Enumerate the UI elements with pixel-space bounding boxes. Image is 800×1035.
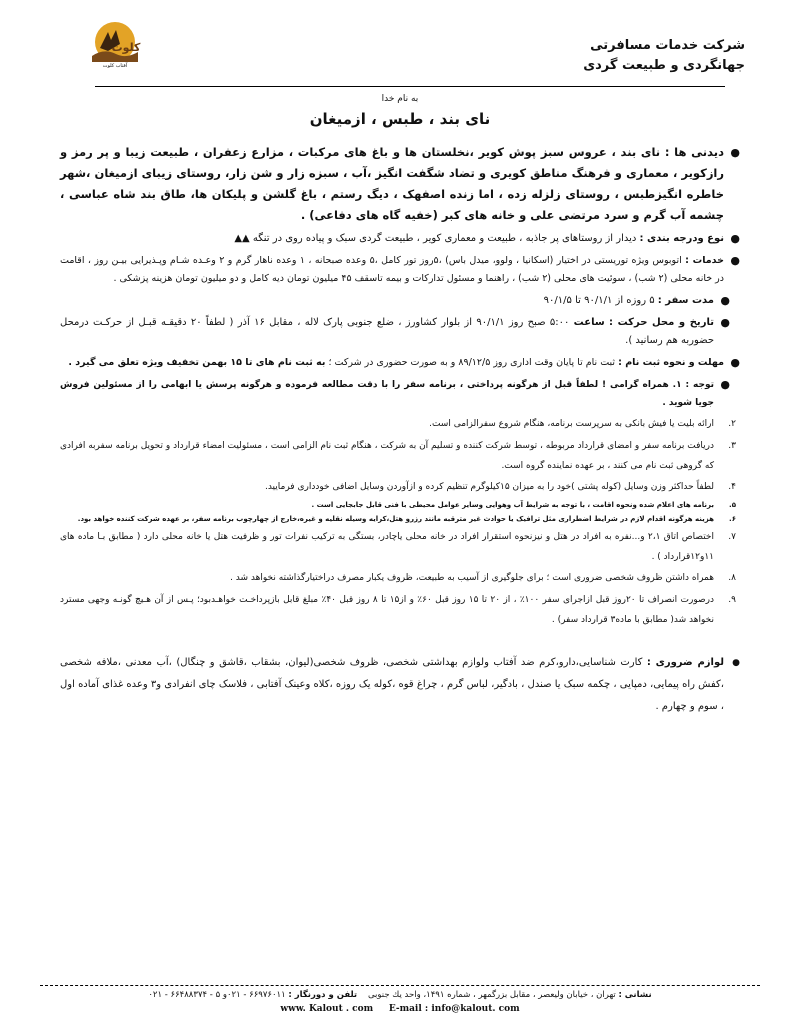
- note-5: [60, 499, 740, 511]
- footer-contact: [0, 990, 800, 1000]
- bullet-icon: ●: [730, 254, 740, 267]
- logo-caption: آفتاب کلوت: [102, 63, 128, 69]
- page-title: نای بند ، طبس ، ازمیغان: [309, 110, 491, 128]
- services-section: [60, 252, 740, 288]
- duration-section: [60, 292, 740, 310]
- bullet-icon: ●: [720, 294, 730, 307]
- note-text: دریافت برنامه سفر و امضای قرارداد مربوطه ، توسط شرکت کننده و تسلیم آن به شرکت ، هنگام ثبت نام الزامی است ، مسئولیت امضاء قرارداد و تحویل برنامه سفربه افرادی که گروهی ثبت نام می کنند ، بر عهده نماینده گروه است.: [60, 441, 714, 471]
- note-3: [60, 436, 740, 476]
- essentials-label: لوازم ضروری :: [646, 657, 724, 668]
- note-number: ۵.: [729, 501, 736, 509]
- note-number: ۲.: [728, 419, 736, 429]
- note-number: ۳.: [728, 441, 736, 451]
- tour-content: [60, 142, 740, 728]
- registration-text: ثبت نام تا پایان وقت اداری روز ۸۹/۱۲/۵ و به صورت حضوری در شرکت ؛: [328, 357, 616, 368]
- logo-text: کلوت: [111, 41, 141, 54]
- note-number: ۴.: [728, 482, 736, 492]
- company-line-2: جهانگردی و طبیعت گردی: [583, 58, 745, 73]
- phone-label: تلفن و دورنگار :: [288, 990, 358, 1000]
- note-text: درصورت انصراف تا ۲۰روز قبل ازاجرای سفر ۱۰۰٪ ، از ۲۰ تا ۱۵ روز قبل ۶۰٪ و از۱۵ تا ۸ روز قبل ۴۰٪ مبلغ قابل بازپرداخـت خواهـدبود؛ پـس از آن هـیچ گونـه وجهی مسترد نخواهد شد( مطابق با ماده۳ قرارداد سفر) .: [60, 595, 714, 625]
- footer-divider: [40, 985, 760, 986]
- bullet-icon: ●: [720, 316, 730, 329]
- header-divider: [95, 86, 725, 87]
- registration-discount: به ثبت نام های تا ۱۵ بهمن تخفیف ویژه تعلق می گیرد .: [68, 357, 326, 368]
- company-line-1: شرکت خدمات مسافرتی: [590, 38, 745, 53]
- note-number: ۹.: [728, 595, 736, 605]
- bullet-icon: ●: [720, 378, 730, 391]
- bullet-icon: ●: [732, 658, 740, 668]
- note-9: [60, 590, 740, 630]
- note-1: [60, 376, 740, 412]
- duration-text: ۵ روزه از ۹۰/۱/۱ تا ۹۰/۱/۵: [543, 295, 655, 306]
- sights-section: [60, 142, 740, 226]
- note-text: لطفاً حداکثر وزن وسایل (کوله پشتی )خود را به میزان ۱۵کیلوگرم تنظیم کرده و ازآوردن وسایل اضافی خودداری فرمایید.: [264, 482, 714, 492]
- tour-type-label: نوع ودرجه بندی :: [639, 233, 724, 244]
- departure-section: [60, 314, 740, 350]
- note-text: اختصاص اتاق ۲،۱ و...نفره به افراد در هتل و نیزنحوه استقرار افراد در خانه محلی یاچادر، بستگی به ترکیب نفرات تور و ظرفیت هتل یا خانه محلی دارد ( مطابق بـا ماده های ۱۱و۱۲قرارداد ) .: [60, 532, 714, 562]
- note-number: ۸.: [728, 573, 736, 583]
- bullet-icon: ●: [730, 146, 740, 159]
- sights-label: دیدنی ها :: [664, 145, 724, 159]
- basmala: به نام خدا: [381, 94, 419, 104]
- note-8: [60, 570, 740, 587]
- note-6: [60, 513, 740, 525]
- website-link[interactable]: www. Kalout . com: [280, 1004, 374, 1014]
- tour-type-section: [60, 230, 740, 248]
- note-text: هزینه هرگونه اقدام لازم در شرایط اضطراری مثل ترافیک یا حوادث غیر مترقبه مانند رزرو هتل،کرایه وسیله نقلیه و غیره،خارج از چهارچوب برنامه سفر، بر عهده شرکت کننده خواهد بود.: [77, 515, 714, 523]
- note-7: [60, 527, 740, 567]
- essentials-section: [60, 652, 740, 718]
- departure-label: تاریخ و محل حرکت :: [608, 317, 714, 328]
- notes-label: توجه :: [685, 380, 715, 390]
- bullet-icon: ●: [730, 356, 740, 369]
- departure-text: ۵:۰۰ صبح روز ۹۰/۱/۱ از بلوار کشاورز ، ضلع جنوبی پارک لاله ، مقابل ۱۶ آذر ( لطفاً ۲۰ دقیقـه قبـل از حرکـت درمحل حضوربه هم رسانید ).: [60, 317, 714, 346]
- services-text: اتوبوس ویژه توریستی در اختیار (اسکانیا ، ولوو، میدل باس) ،۵روز تور کامل ،۵ وعده صبحانه ، ۱ وعده ناهار گرم و ۲ وعـده شـام وپـذیرایی بیـن روز ، اقامت در خانه محلی (۲ شب) ، سوئیت های محلی (۲ شب) ، راهنما و مسئول تدارکات و بیمه تاسقف ۴۵ میلیون تومان دیه کامل و دو میلیون تومان هزینه پزشکی .: [60, 255, 724, 284]
- bullet-icon: ●: [730, 232, 740, 245]
- registration-section: [60, 354, 740, 372]
- note-text: برنامه های اعلام شده ونحوه اقامت ، با توجه به شرایط آب وهوایی وسایر عوامل محیطی با فنی قابل جابجایی است .: [311, 501, 714, 509]
- address-text: تهران ، خیابان ولیعصر ، مقابل بزرگمهر ، شماره ۱۴۹۱، واحد یك جنوبی: [367, 990, 616, 1000]
- note-text: ۱. همراه گرامی ! لطفاً قبل از هرگونه پرداختی ، برنامه سفر را با دقت مطالعه فرموده و هرگونه پرسش یا ابهامی را از مسئولین فروش جویا شوید .: [60, 380, 714, 408]
- footer-web: [0, 1004, 800, 1014]
- email-link[interactable]: E-mail : info@kalout. com: [388, 1004, 520, 1014]
- tour-type-text: دیدار از روستاهای پر جاذبه ، طبیعت و معماری کویر ، طبیعت گردی سبک و پیاده روی در تنگه ▲▲: [234, 233, 637, 244]
- phone-text: ۶۶۹۷۶۰۱۱ - ۰۲۱و ۵ - ۶۶۴۸۸۳۷۴ - ۰۲۱: [148, 990, 286, 1000]
- duration-label: مدت سفر :: [657, 295, 714, 306]
- registration-label: مهلت و نحوه ثبت نام :: [618, 357, 724, 368]
- note-number: ۷.: [728, 532, 736, 542]
- essentials-text: کارت شناسایی،دارو،کرم ضد آفتاب ولوازم بهداشتی شخصی، ظروف شخصی(لیوان، بشقاب ،قاشق و چنگال) ،آب معدنی ،ملافه شخصی ،کفش راه پیمایی، دمپایی ، چکمه سبک یا صندل ، بادگیر، لباس گرم ، چراغ قوه ،کوله یک روزه ،کلاه وعینک آفتابی ، فلاسک چای انفرادی و۳ وعده غذای آماده اول ، سوم و چهارم .: [60, 657, 724, 712]
- company-name: [583, 36, 745, 76]
- services-label: خدمات :: [685, 255, 724, 266]
- address-label: نشانی :: [618, 990, 652, 1000]
- note-4: [60, 479, 740, 496]
- note-text: همراه داشتن ظروف شخصی ضروری است ؛ برای جلوگیری از آسیب به طبیعت، ظروف یکبار مصرف دراختیارگذاشته نخواهد شد .: [230, 573, 714, 583]
- note-2: [60, 416, 740, 433]
- sights-text: نای بند ، عروس سبز پوش کویر ،نخلستان ها و باغ های مرکبات ، مزارع زعفران ، طبیعت زیبا و پر رمز و رازکویر ، معماری و فرهنگ مناطق کویری و تضاد شگفت انگیز ،آب ، سبزه زار و شن زار، روستای زیبای ازمیغان ،شهر خاطره انگیزطبس ، روستای زلزله زده ، اما زنده اصفهک ، دیگ رستم ، باغ گلشن و پلیکان ها، طاق بند شاه عباسی ، چشمه آب گرم و سرد مرتضی علی و خانه های کبر (خفیه گاه های دفاعی) .: [60, 145, 724, 222]
- departure-time-label: ساعت: [573, 317, 605, 328]
- note-text: ارائه بلیت یا فیش بانکی به سرپرست برنامه، هنگام شروع سفرالزامی است.: [429, 419, 714, 429]
- note-number: ۶.: [729, 515, 736, 523]
